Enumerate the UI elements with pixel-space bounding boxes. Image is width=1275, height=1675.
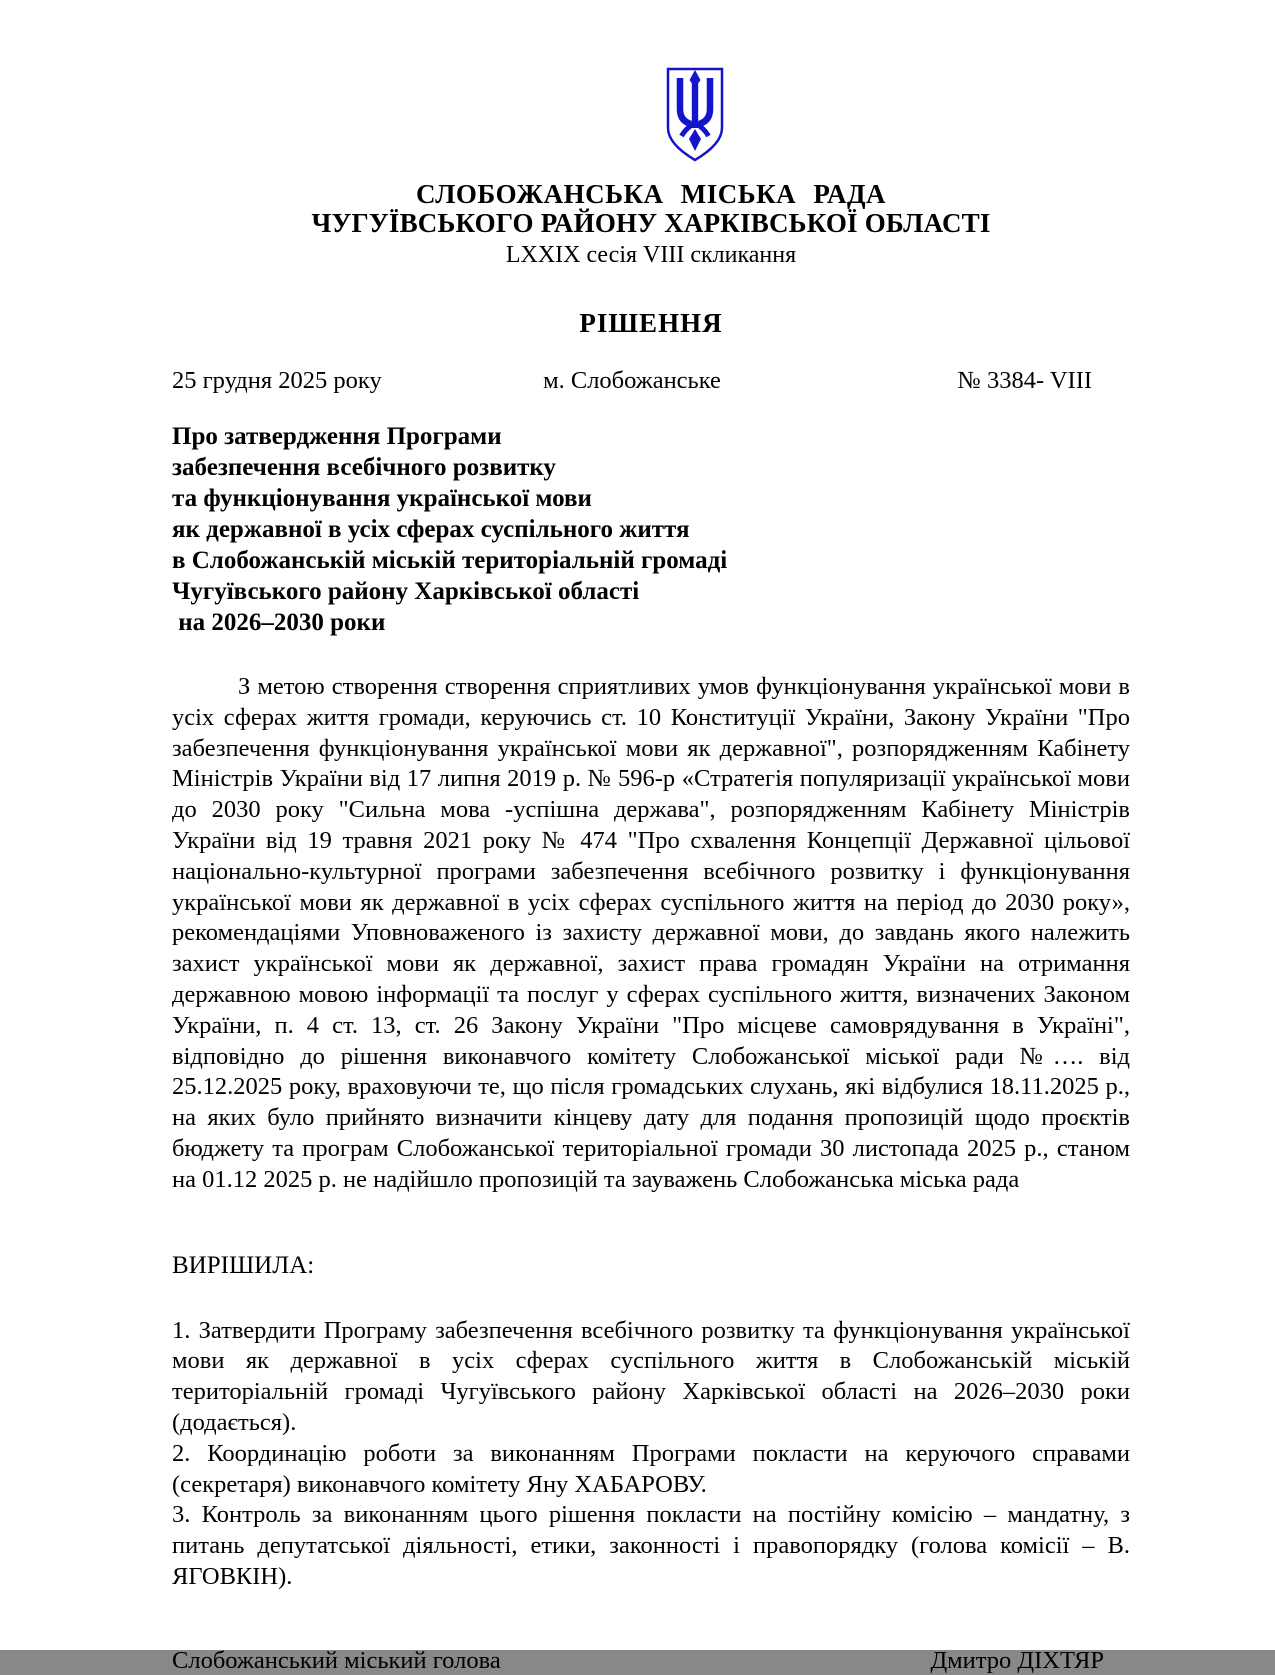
organization-header xyxy=(172,180,1130,270)
emblem-container xyxy=(172,66,1130,164)
signature-row xyxy=(172,1647,1130,1675)
resolution-item: 1. Затвердити Програму забезпечення всебічного розвитку та функціонування української мови як державної в усіх сферах суспільного життя в Слобожанській міській територіальній громаді Чугуївського району Харківської області на 2026–2030 роки (додається). xyxy=(172,1316,1130,1436)
subject-line: Про затвердження Програми xyxy=(172,423,502,450)
document-type-heading: РІШЕННЯ xyxy=(579,308,723,338)
subject-line: як державної в усіх сферах суспільного життя xyxy=(172,516,690,543)
document-place: м. Слобожанське xyxy=(543,367,721,394)
subject-line: та функціонування української мови xyxy=(172,485,592,512)
document-number: № 3384- VIII xyxy=(957,367,1093,394)
signer-name: Дмитро ДІХТЯР xyxy=(930,1646,1104,1674)
resolution-item: 3. Контроль за виконанням цього рішення покласти на постійну комісію – мандатну, з питань депутатської діяльності, етики, законності і правопорядку (голова комісії – В. ЯГОВКІН). xyxy=(172,1501,1130,1590)
subject-line: в Слобожанській міській територіальній громаді xyxy=(172,547,728,574)
subject-line: Чугуївського району Харківської області xyxy=(172,578,640,605)
resolution-items xyxy=(172,1316,1130,1593)
document-date: 25 грудня 2025 року xyxy=(172,367,382,394)
session-info: LXXIX сесія VIII скликання xyxy=(505,242,797,268)
subject-line: на 2026–2030 роки xyxy=(172,609,386,636)
organization-region: ЧУГУЇВСЬКОГО РАЙОНУ ХАРКІВСЬКОЇ ОБЛАСТІ xyxy=(311,208,991,238)
document-meta-row xyxy=(172,367,1130,395)
organization-name: СЛОБОЖАНСЬКА МІСЬКА РАДА xyxy=(415,179,887,209)
signer-position: Слобожанський міський голова xyxy=(172,1646,501,1674)
ukraine-trident-emblem xyxy=(664,66,726,164)
subject-line: забезпечення всебічного розвитку xyxy=(172,454,556,481)
resolution-heading: ВИРІШИЛА: xyxy=(172,1251,315,1279)
preamble-paragraph: З метою створення створення сприятливих умов функціонування української мови в усіх сферах життя громади, керуючись ст. 10 Конституції України, Закону України "Про забезпечення функціонування української мови як державної", розпорядженням Кабінету Міністрів України від 17 липня 2019 р. № 596-р «Стратегія популяризації української мови до 2030 року "Сильна мова -успішна держава", розпорядженням Кабінету Міністрів України від 19 травня 2021 року № 474 "Про схвалення Концепції Державної цільової національно-культурної програми забезпечення всебічного розвитку і функціонування української мови як державної в усіх сферах суспільного життя на період до 2030 року», рекомендаціями Уповноваженого із захисту державної мови, до завдань якого належить захист української мови як державної, захист права громадян України на отримання державною мовою інформації та послуг у сферах суспільного життя, визначених Законом України, п. 4 ст. 13, ст. 26 Закону України "Про місцеве самоврядування в Україні", відповідно до рішення виконавчого комітету Слобожанської міської ради №…. від 25.12.2025 року, враховуючи те, що після громадських слухань, які відбулися 18.11.2025 р., на яких було прийнято визначити кінцеву дату для подання пропозицій щодо проєктів бюджету та програм Слобожанської територіальної громади 30 листопада 2025 р., станом на 01.12 2025 р. не надійшло пропозицій та зауважень Слобожанська міська рада xyxy=(172,673,1130,1193)
document-subject xyxy=(172,421,1130,638)
resolution-item: 2. Координацію роботи за виконанням Програми покласти на керуючого справами (секретаря) виконавчого комітету Яну ХАБАРОВУ. xyxy=(172,1439,1130,1498)
